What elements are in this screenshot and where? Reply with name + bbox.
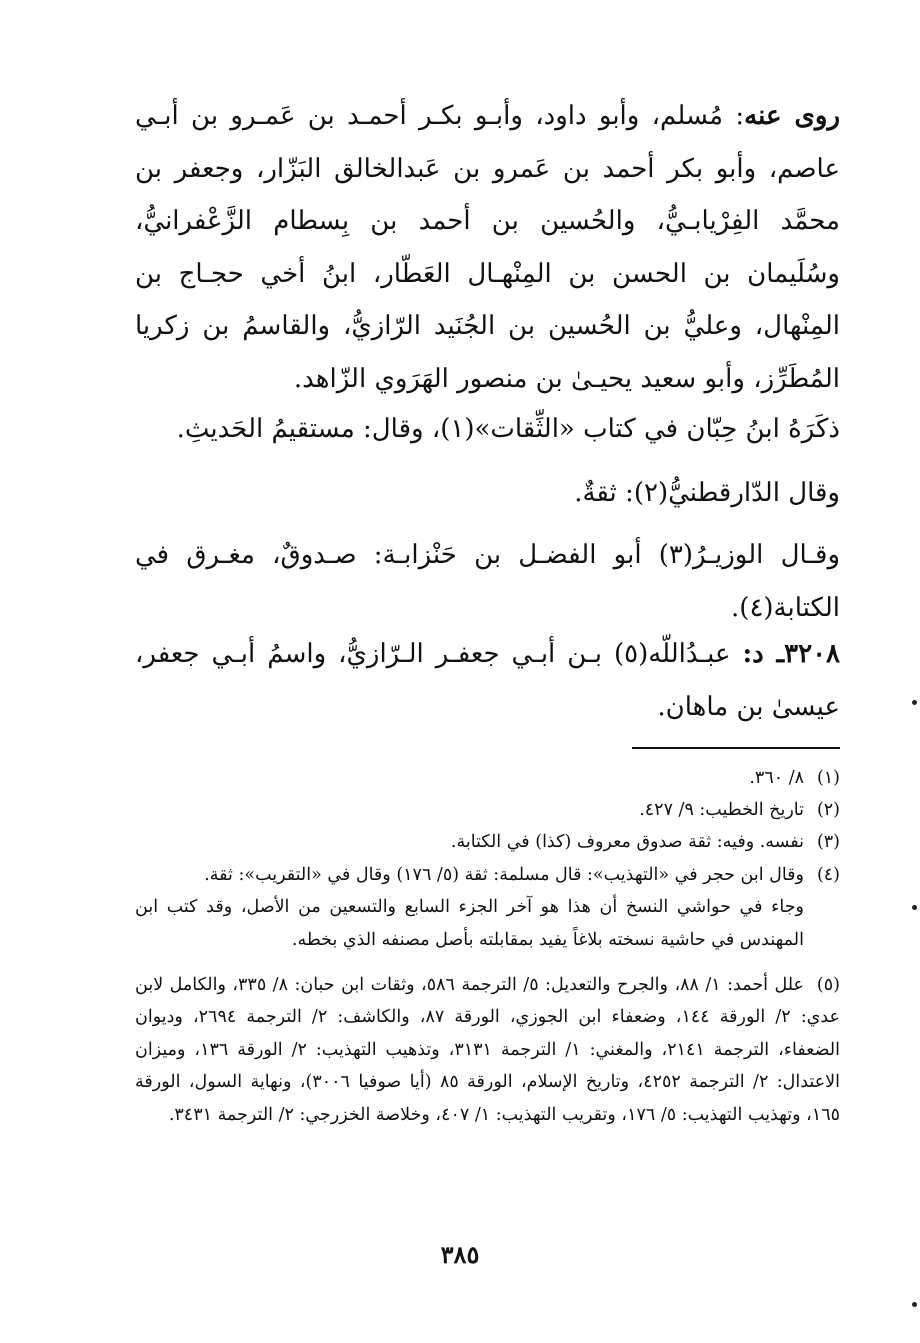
- footnote-2-number: (٢): [816, 800, 840, 820]
- narrators-text: : مُسلم، وأبو داود، وأبـو بكـر أحمـد بن عَمـرو بن أبـي عاصم، وأبو بكر أحمد بن عَمرو بن عَبدالخالق البَزّار، وجعفر بن محمَّد الفِرْيابـيُّ، والحُسين بن أحمد بن بِسطام الزَّعْفرانيُّ، وسُلَيمان بن الحسن بن المِنْهـال العَطّار، ابنُ أخي حجـاج بن المِنْهال، وعليُّ بن الحُسين بن الجُنَيد الرّازيُّ، والقاسمُ بن زكريا المُطَرِّز، وأبو سعيد يحيـىٰ بن منصور الهَرَوي الزّاهد.: [135, 101, 840, 394]
- footnote-4: [135, 859, 840, 956]
- footnote-4-first-line: [135, 859, 840, 891]
- scan-edge-mark: [912, 700, 917, 705]
- footnote-3: [135, 826, 840, 858]
- narrators-paragraph: [135, 90, 840, 405]
- wazir-paragraph: وقـال الوزيـرُ(٣) أبو الفضـل بن حَنْزابـة: صـدوقٌ، مغـرق في الكتابة(٤).: [135, 540, 840, 623]
- entry-3208-text: عبـدُاللّه(٥) بـن أبـي جعفـر الـرّازيُّ، واسمُ أبـي جعفر، عيسىٰ بن ماهان.: [135, 639, 840, 722]
- daraqutni-paragraph: وقال الدّارقطنيُّ(٢): ثقةٌ.: [574, 478, 840, 508]
- ibn-hibban-paragraph: ذكَرَهُ ابنُ حِبّان في كتاب «الثِّقات»(١)، وقال: مستقيمُ الحَديثِ.: [176, 414, 840, 444]
- footnote-3-text: نفسه. وفيه: ثقة صدوق معروف (كذا) في الكتابة.: [450, 832, 804, 852]
- footnote-separator: [632, 747, 840, 749]
- footnote-5-number: (٥): [816, 975, 840, 995]
- footnote-1-text: ٨/ ٣٦٠.: [749, 768, 804, 788]
- page-number: ٣٨٥: [440, 1240, 480, 1269]
- footnote-4-continuation: وجاء في حواشي النسخ أن هذا هو آخر الجزء السابع والتسعين من الأصل، وقد كتب ابن المهندس في حاشية نسخته بلاغاً يفيد بمقابلته بأصل مصنفه الذي بخطه.: [135, 897, 804, 950]
- scan-edge-mark: [912, 1302, 917, 1307]
- footnote-1-number: (١): [816, 768, 840, 788]
- footnote-2-text: تاريخ الخطيب: ٩/ ٤٢٧.: [639, 800, 804, 820]
- footnote-1: [135, 762, 840, 794]
- footnote-3-number: (٣): [816, 832, 840, 852]
- scan-edge-mark: [912, 905, 917, 910]
- entry-number: ٣٢٠٨ـ د:: [742, 639, 840, 669]
- footnote-5: [135, 969, 840, 1131]
- footnote-5-text: علل أحمد: ١/ ٨٨، والجرح والتعديل: ٥/ الترجمة ٥٨٦، وثقات ابن حبان: ٨/ ٣٣٥، والكامل لابن عدي: ٢/ الورقة ١٤٤، وضعفاء ابن الجوزي، الورقة ٨٧، والكاشف: ٢/ الترجمة ٢٦٩٤، وديوان الضعفاء، الترجمة ٢١٤١، والمغني: ١/ الترجمة ٣١٣١، وتذهيب التهذيب: ٢/ الورقة ١٣٦، وميزان الاعتدال: ٢/ الترجمة ٤٢٥٢، وتاريخ الإسلام، الورقة ٨٥ (أيا صوفيا ٣٠٠٦)، ونهاية السول، الورقة ١٦٥، وتهذيب التهذيب: ٥/ ١٧٦، وتقريب التهذيب: ١/ ٤٠٧، وخلاصة الخزرجي: ٢/ الترجمة ٣٤٣١.: [135, 975, 840, 1125]
- narrators-lead: روى عنه: [744, 101, 841, 131]
- footnote-2: [135, 794, 840, 826]
- footnote-4-number: (٤): [816, 865, 840, 885]
- entry-3208-paragraph: [135, 628, 840, 733]
- footnote-4-text: وقال ابن حجر في «التهذيب»: قال مسلمة: ثقة (٥/ ١٧٦) وقال في «التقريب»: ثقة.: [204, 865, 804, 885]
